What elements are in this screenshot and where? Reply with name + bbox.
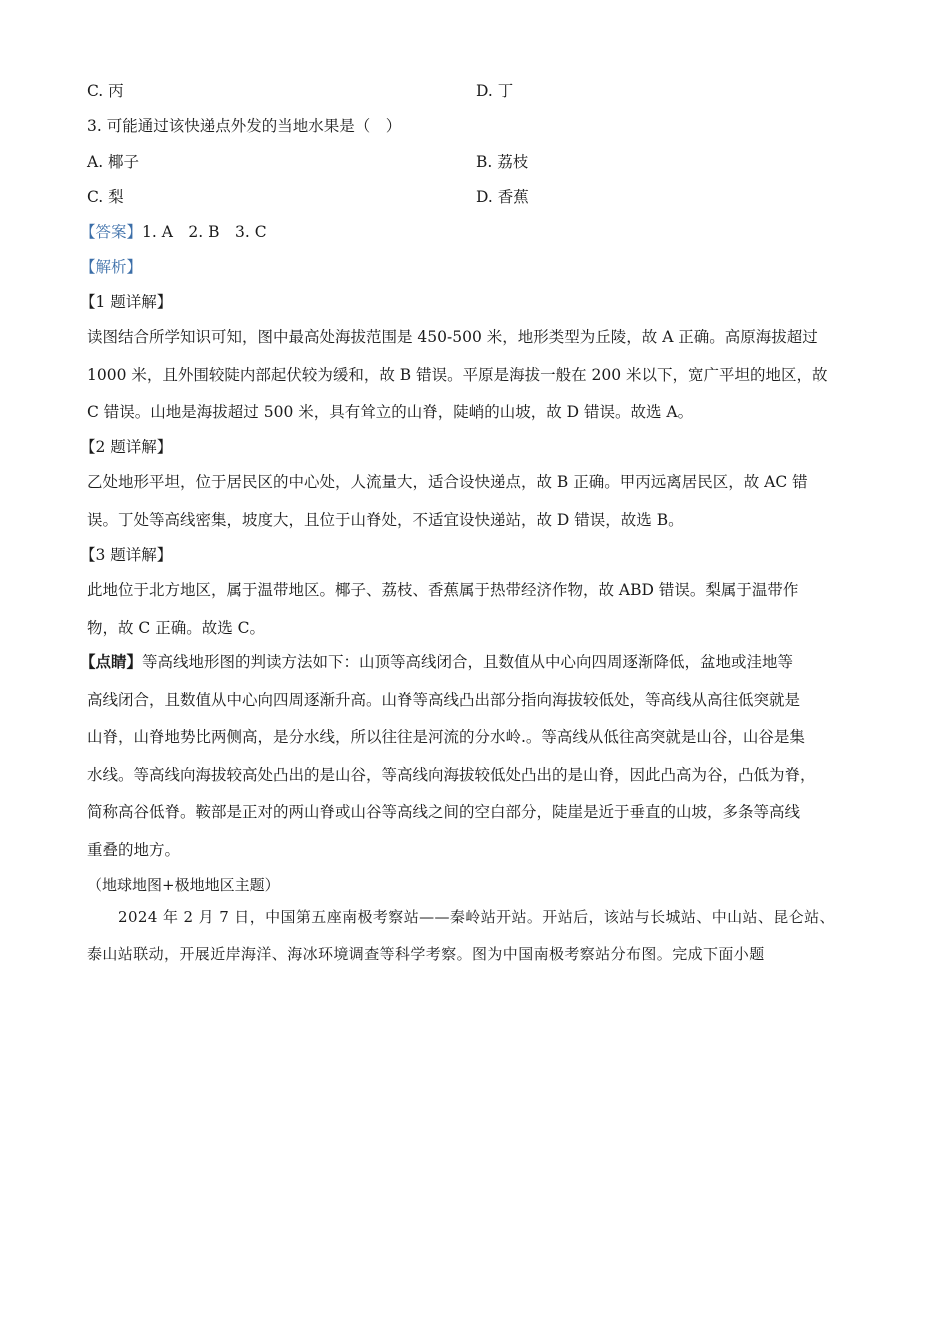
detail-2-body — [87, 464, 863, 539]
question-3-stem: 3. 可能通过该快递点外发的当地水果是（ ） — [87, 117, 402, 135]
tip-first-line — [80, 643, 863, 682]
detail-3-line: 此地位于北方地区，属于温带地区。椰子、荔枝、香蕉属于热带经济作物，故 ABD 错误。梨属于温带作 — [87, 581, 799, 599]
detail-3-heading: 【3 题详解】 — [80, 546, 173, 564]
detail-3-body — [87, 572, 863, 647]
tip-first-text: 等高线地形图的判读方法如下：山顶等高线闭合，且数值从中心向四周逐渐降低，盆地或洼地等 — [142, 653, 794, 671]
detail-1-line: 1000 米，且外围较陡内部起伏较为缓和，故 B 错误。平原是海拔一般在 200 米以下，宽广平坦的地区，故 — [87, 365, 828, 384]
detail-3-line: 物，故 C 正确。故选 C。 — [87, 618, 266, 637]
tip-line: 高线闭合，且数值从中心向四周逐渐升高。山脊等高线凸出部分指向海拔较低处，等高线从高往低突就是 — [87, 690, 801, 709]
tip-block — [80, 643, 863, 869]
intro-line-1: 2024 年 2 月 7 日，中国第五座南极考察站——秦岭站开站。开站后，该站与长城站、中山站、昆仑站、 — [118, 908, 835, 926]
tip-line: 水线。等高线向海拔较高处凸出的是山谷，等高线向海拔较低处凸出的是山脊，因此凸高为谷，凸低为脊， — [87, 765, 816, 784]
tip-label: 【点睛】 — [80, 652, 143, 671]
analysis-label: 【解析】 — [80, 258, 143, 276]
option-d: D. 丁 — [476, 82, 514, 100]
detail-2-heading: 【2 题详解】 — [80, 438, 173, 456]
intro-line-2: 泰山站联动，开展近岸海洋、海冰环境调查等科学考察。图为中国南极考察站分布图。完成下面小题 — [87, 945, 765, 963]
detail-1-line: C 错误。山地是海拔超过 500 米，具有耸立的山脊，陡峭的山坡，故 D 错误。故选 A。 — [87, 403, 694, 421]
tip-line: 重叠的地方。 — [87, 840, 181, 859]
q3-option-c: C. 梨 — [87, 188, 124, 206]
tip-line: 简称高谷低脊。鞍部是正对的两山脊或山谷等高线之间的空白部分，陡崖是近于垂直的山坡，多条等高线 — [87, 803, 801, 821]
q3-option-b: B. 荔枝 — [476, 153, 529, 171]
q3-option-d: D. 香蕉 — [476, 188, 529, 206]
tip-line: 山脊，山脊地势比两侧高，是分水线，所以往往是河流的分水岭.。等高线从低往高突就是山谷，山谷是集 — [87, 728, 805, 746]
intro-paragraph — [87, 899, 869, 973]
detail-1-heading: 【1 题详解】 — [80, 293, 173, 311]
detail-2-line: 误。丁处等高线密集，坡度大，且位于山脊处，不适宜设快递站，故 D 错误，故选 B。 — [87, 510, 684, 529]
answer-row — [80, 221, 267, 243]
q3-option-a: A. 椰子 — [87, 153, 140, 171]
detail-1-line: 读图结合所学知识可知，图中最高处海拔范围是 450-500 米，地形类型为丘陵，故 A 正确。高原海拔超过 — [87, 328, 818, 346]
option-c: C. 丙 — [87, 82, 124, 100]
detail-2-line: 乙处地形平坦，位于居民区的中心处，人流量大，适合设快递点，故 B 正确。甲丙远离居民区，故 AC 错 — [87, 473, 808, 491]
answer-label: 【答案】 — [80, 223, 143, 241]
detail-1-body — [87, 319, 863, 432]
topic-label: （地球地图+极地地区主题） — [87, 876, 280, 894]
answer-text: 1. A 2. B 3. C — [142, 223, 267, 241]
